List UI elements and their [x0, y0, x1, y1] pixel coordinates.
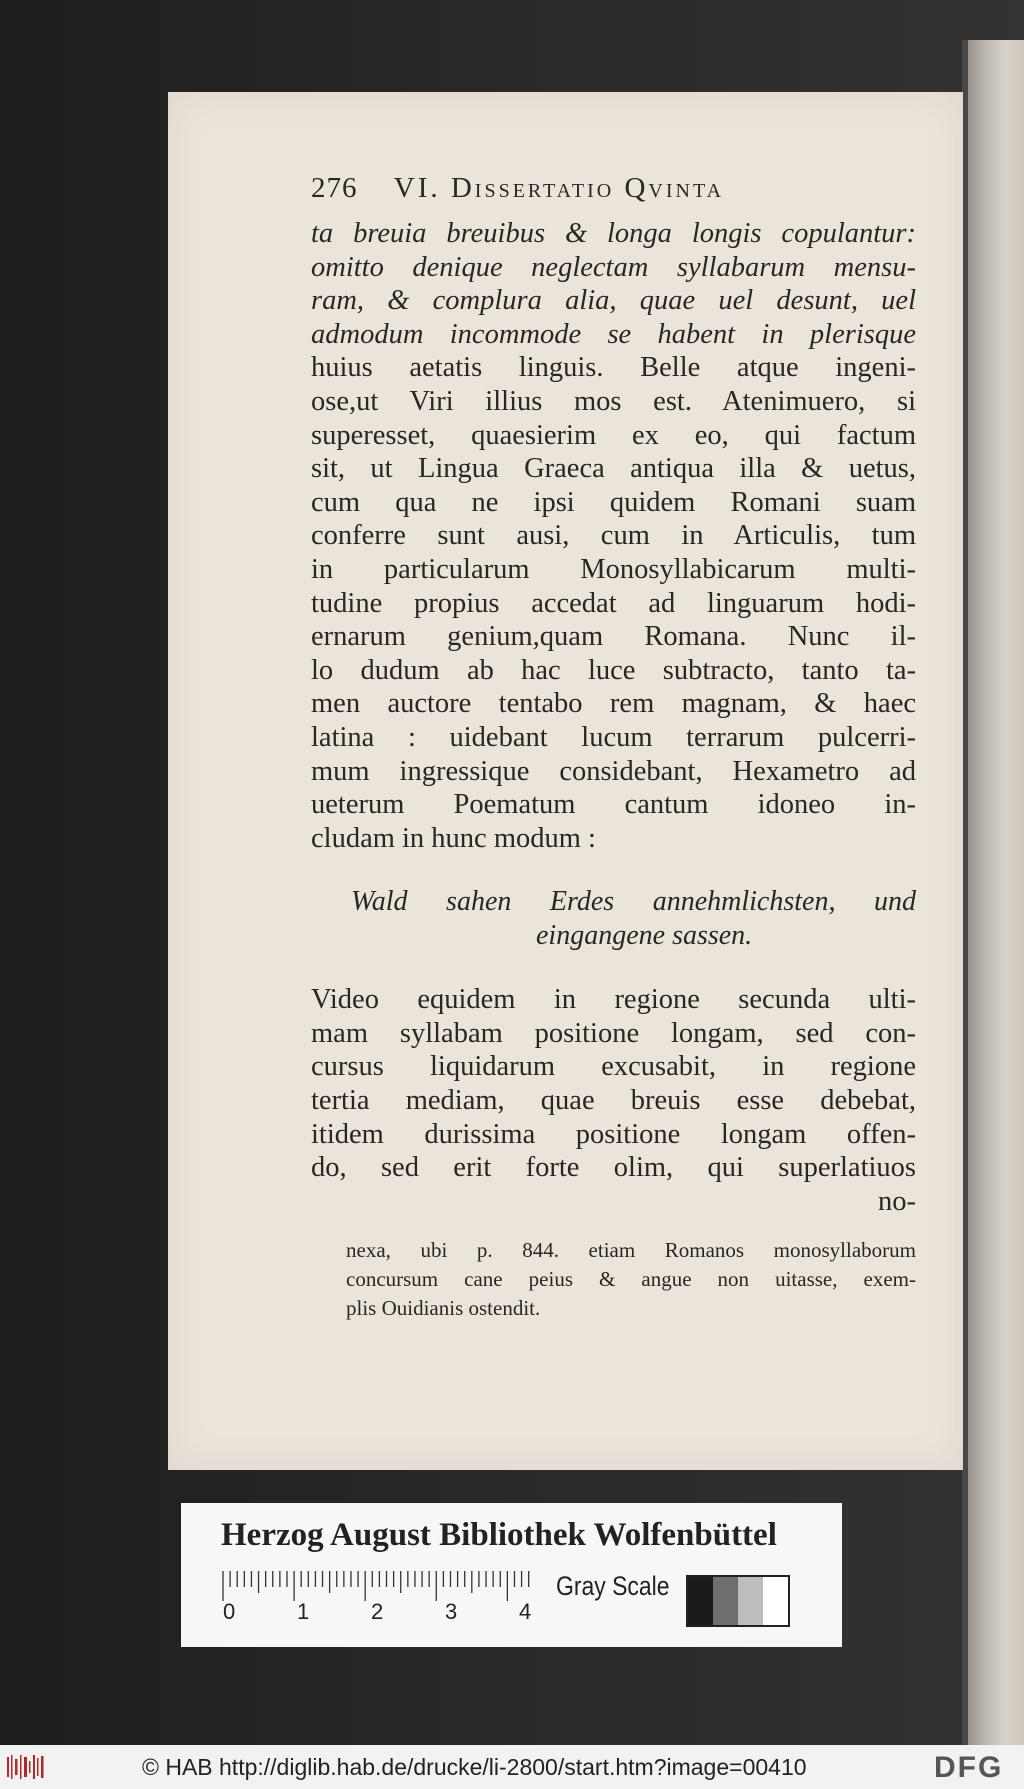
text-line: in particularum Monosyllabicarum multi- [311, 553, 916, 585]
text-line: tudine propius accedat ad linguarum hodi- [311, 587, 916, 619]
running-title: VI. Dissertatio Qvinta [393, 172, 725, 204]
verse-line-1: Wald sahen Erdes annehmlichsten, und [351, 886, 916, 918]
text-line: cludam in hunc modum : [311, 822, 596, 854]
text-line: ose,ut Viri illius mos est. Atenimuero, si [311, 385, 916, 417]
footnote [311, 1236, 916, 1323]
text-line: ueterum Poematum cantum idoneo in- [311, 789, 916, 821]
running-head [311, 172, 916, 205]
text-line: omitto denique neglectam syllabarum mensu- [311, 251, 916, 283]
text-line: mam syllabam positione longam, sed con- [311, 1017, 916, 1049]
text-line: plis Ouidianis ostendit. [346, 1296, 541, 1321]
text-line: cursus liquidarum excusabit, in regione [311, 1051, 916, 1083]
ruler-number: 2 [371, 1599, 384, 1621]
gray-swatch [763, 1577, 788, 1625]
text-line: no- [878, 1185, 916, 1217]
text-line: men auctore tentabo rem magnam, & haec [311, 688, 916, 720]
text-line: do, sed erit forte olim, qui superlatiuos [311, 1152, 916, 1184]
gray-scale-label: Gray Scale [556, 1571, 670, 1601]
text-line: sit, ut Lingua Graeca antiqua illa & uetus, [311, 453, 916, 485]
text-line: Video equidem in regione secunda ulti- [311, 984, 916, 1016]
text-line: nexa, ubi p. 844. etiam Romanos monosyllaborum [346, 1238, 916, 1263]
text-line: concursum cane peius & angue non uitasse, exem- [346, 1267, 916, 1292]
text-line: huius aetatis linguis. Belle atque ingeni- [311, 352, 916, 384]
page-content [311, 172, 916, 1323]
adjacent-pages [962, 40, 1024, 1745]
page-number: 276 [311, 172, 358, 204]
text-line: lo dudum ab hac luce subtracto, tanto ta- [311, 654, 916, 686]
text-line: latina : uidebant lucum terrarum pulcerri- [311, 721, 916, 753]
text-line: ernarum genium,quam Romana. Nunc il- [311, 621, 916, 653]
ruler-number: 4 [519, 1599, 532, 1621]
verse-quotation [311, 885, 916, 953]
barcode-icon [6, 1753, 46, 1781]
text-line: superesset, quaesierim ex eo, qui factum [311, 419, 916, 451]
library-color-card [181, 1503, 842, 1647]
body-text-continued [311, 983, 916, 1218]
gray-swatch [688, 1577, 713, 1625]
text-line: ta breuia breuibus & longa longis copulantur: [311, 218, 916, 249]
text-line: admodum incommode se habent in plerisque [311, 318, 916, 350]
institution-name: Herzog August Bibliothek Wolfenbüttel [221, 1517, 777, 1553]
copyright-url: © HAB http://diglib.hab.de/drucke/li-2800/start.htm?image=00410 [142, 1754, 807, 1780]
text-line: conferre sunt ausi, cum in Articulis, tum [311, 520, 916, 552]
text-line: ram, & complura alia, quae uel desunt, uel [311, 285, 916, 317]
text-line: itidem durissima positione longam offen- [311, 1118, 916, 1150]
text-line: tertia mediam, quae breuis esse debebat, [311, 1085, 916, 1117]
gray-swatch [738, 1577, 763, 1625]
body-text [311, 217, 916, 855]
dfg-logo: DFG [934, 1751, 1004, 1784]
ruler-number: 0 [223, 1599, 236, 1621]
verse-line-2: eingangene sassen. [536, 920, 753, 952]
book-page [168, 92, 963, 1470]
gray-scale-swatches [686, 1575, 790, 1627]
gray-swatch [713, 1577, 738, 1625]
footer-bar [0, 1745, 1024, 1789]
text-line: mum ingressique considebant, Hexametro ad [311, 755, 916, 787]
ruler [221, 1569, 537, 1621]
ruler-number: 3 [445, 1599, 458, 1621]
ruler-number: 1 [297, 1599, 310, 1621]
text-line: cum qua ne ipsi quidem Romani suam [311, 486, 916, 518]
